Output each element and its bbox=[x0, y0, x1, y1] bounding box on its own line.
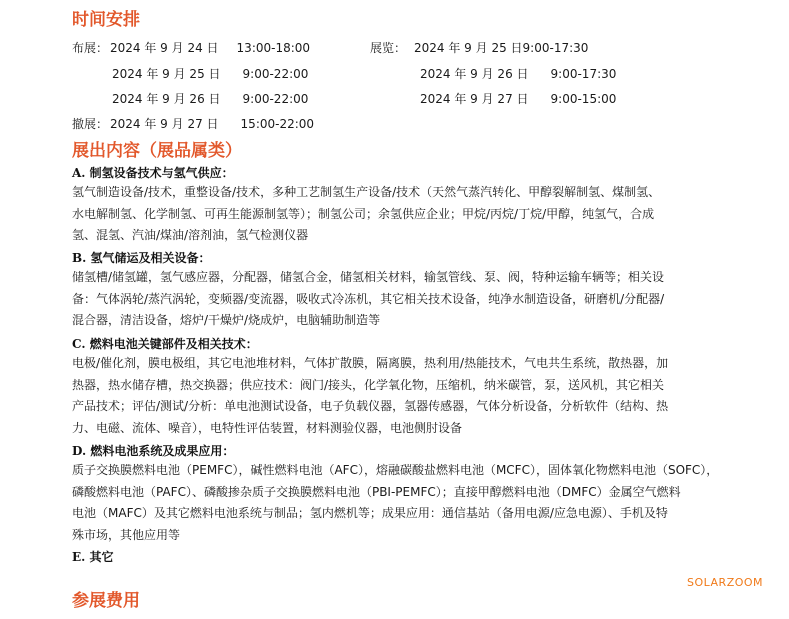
setup-date: 2024 年 9 月 26 日 bbox=[112, 92, 221, 106]
section-b-line: 备：气体涡轮/蒸汽涡轮，变频器/变流器，吸收式冷冻机，其它相关技术设备，纯净水制造设备，研磨机/分配器/ bbox=[72, 291, 665, 306]
setup-time: 13:00-18:00 bbox=[236, 41, 311, 55]
setup-label: 布展： bbox=[72, 41, 109, 55]
section-a-line: 氢、混氢、汽油/煤油/溶剂油，氢气检测仪器 bbox=[72, 228, 309, 242]
section-d-body bbox=[72, 460, 740, 546]
exhibit-row-2 bbox=[420, 66, 616, 82]
section-d-line: 殊市场，其他应用等 bbox=[72, 527, 181, 542]
section-c-line: 电极/催化剂，膜电极组，其它电池堆材料，气体扩散膜，隔离膜，热利用/热能技术，气电共生系统，散热器，加 bbox=[72, 356, 669, 370]
section-e-heading: E. 其它 bbox=[72, 550, 114, 564]
exhibit-date: 2024 年 9 月 26 日 bbox=[420, 67, 529, 81]
setup-date: 2024 年 9 月 25 日 bbox=[112, 67, 221, 81]
exhibit-time: 9:00-17:30 bbox=[550, 67, 617, 81]
section-c-line: 热器，热水储存槽，热交换器；供应技术：阀门/接头，化学氧化物，压缩机，纳米碳管，泵，送风机，其它相关 bbox=[72, 377, 665, 392]
section-b-heading: B. 氢气储运及相关设备： bbox=[72, 251, 211, 265]
section-c-heading: C. 燃料电池关键部件及相关技术： bbox=[72, 337, 258, 351]
setup-time: 9:00-22:00 bbox=[242, 92, 309, 106]
fees-heading: 参展费用 bbox=[72, 591, 140, 611]
teardown-label: 撤展： bbox=[72, 117, 109, 131]
section-d-heading: D. 燃料电池系统及成果应用： bbox=[72, 444, 235, 458]
schedule-heading: 时间安排 bbox=[72, 10, 140, 30]
setup-row-3 bbox=[112, 91, 308, 107]
exhibit-time: 9:00-15:00 bbox=[550, 92, 617, 106]
section-d-line: 磷酸燃料电池（PAFC）、磷酸掺杂质子交换膜燃料电池（PBI-PEMFC）；直接甲醇燃料电池（DMFC）金属空气燃料 bbox=[72, 484, 681, 499]
exhibit-time: 9:00-17:30 bbox=[522, 41, 589, 55]
teardown-date: 2024 年 9 月 27 日 bbox=[110, 117, 219, 131]
section-c-body bbox=[72, 353, 740, 439]
exhibit-label: 展览： bbox=[370, 41, 407, 55]
section-a-body bbox=[72, 182, 740, 247]
solarzoom-watermark: SOLARZOOM bbox=[687, 576, 764, 589]
section-b-body bbox=[72, 267, 740, 332]
section-d-line: 电池（MAFC）及其它燃料电池系统与制品；氢内燃机等；成果应用：通信基站（备用电源/应急电源）、手机及特 bbox=[72, 506, 668, 520]
exhibits-heading: 展出内容（展品属类） bbox=[72, 141, 242, 161]
setup-row-2 bbox=[112, 66, 308, 82]
setup-row-1 bbox=[72, 40, 310, 56]
setup-date: 2024 年 9 月 24 日 bbox=[110, 41, 219, 55]
section-a-line: 水电解制氢、化学制氢、可再生能源制氢等）；制氢公司；余氢供应企业；甲烷/丙烷/丁烷/甲醇，纯氢气，合成 bbox=[72, 206, 655, 221]
section-c-line: 产品技术；评估/测试/分析：单电池测试设备，电子负载仪器，氢器传感器，气体分析设备，分析软件（结构、热 bbox=[72, 399, 669, 413]
section-c-line: 力、电磁、流体、噪音），电特性评估装置，材料测验仪器，电池侧肘设备 bbox=[72, 420, 463, 435]
exhibit-date: 2024 年 9 月 25 日 bbox=[414, 41, 523, 55]
section-b-line: 储氢槽/储氢罐，氢气感应器，分配器，储氢合金，储氢相关材料，输氢管线、泵、阀，特种运输车辆等；相关设 bbox=[72, 270, 665, 284]
section-b-line: 混合器，清洁设备，熔炉/干燥炉/烧成炉，电脑辅助制造等 bbox=[72, 313, 381, 327]
exhibit-row-3 bbox=[420, 91, 616, 107]
section-a-heading: A. 制氢设备技术与氢气供应： bbox=[72, 166, 234, 180]
exhibit-row-1 bbox=[370, 40, 588, 56]
teardown-row bbox=[72, 116, 314, 132]
section-d-line: 质子交换膜燃料电池（PEMFC），碱性燃料电池（AFC），熔融碳酸盐燃料电池（MCFC），固体氧化物燃料电池（SOFC）， bbox=[72, 463, 719, 477]
section-a-line: 氢气制造设备/技术，重整设备/技术，多种工艺制氢生产设备/技术（天然气蒸汽转化、甲醇裂解制氢、煤制氢、 bbox=[72, 185, 661, 199]
setup-time: 9:00-22:00 bbox=[242, 67, 309, 81]
exhibit-date: 2024 年 9 月 27 日 bbox=[420, 92, 529, 106]
teardown-time: 15:00-22:00 bbox=[240, 117, 315, 131]
